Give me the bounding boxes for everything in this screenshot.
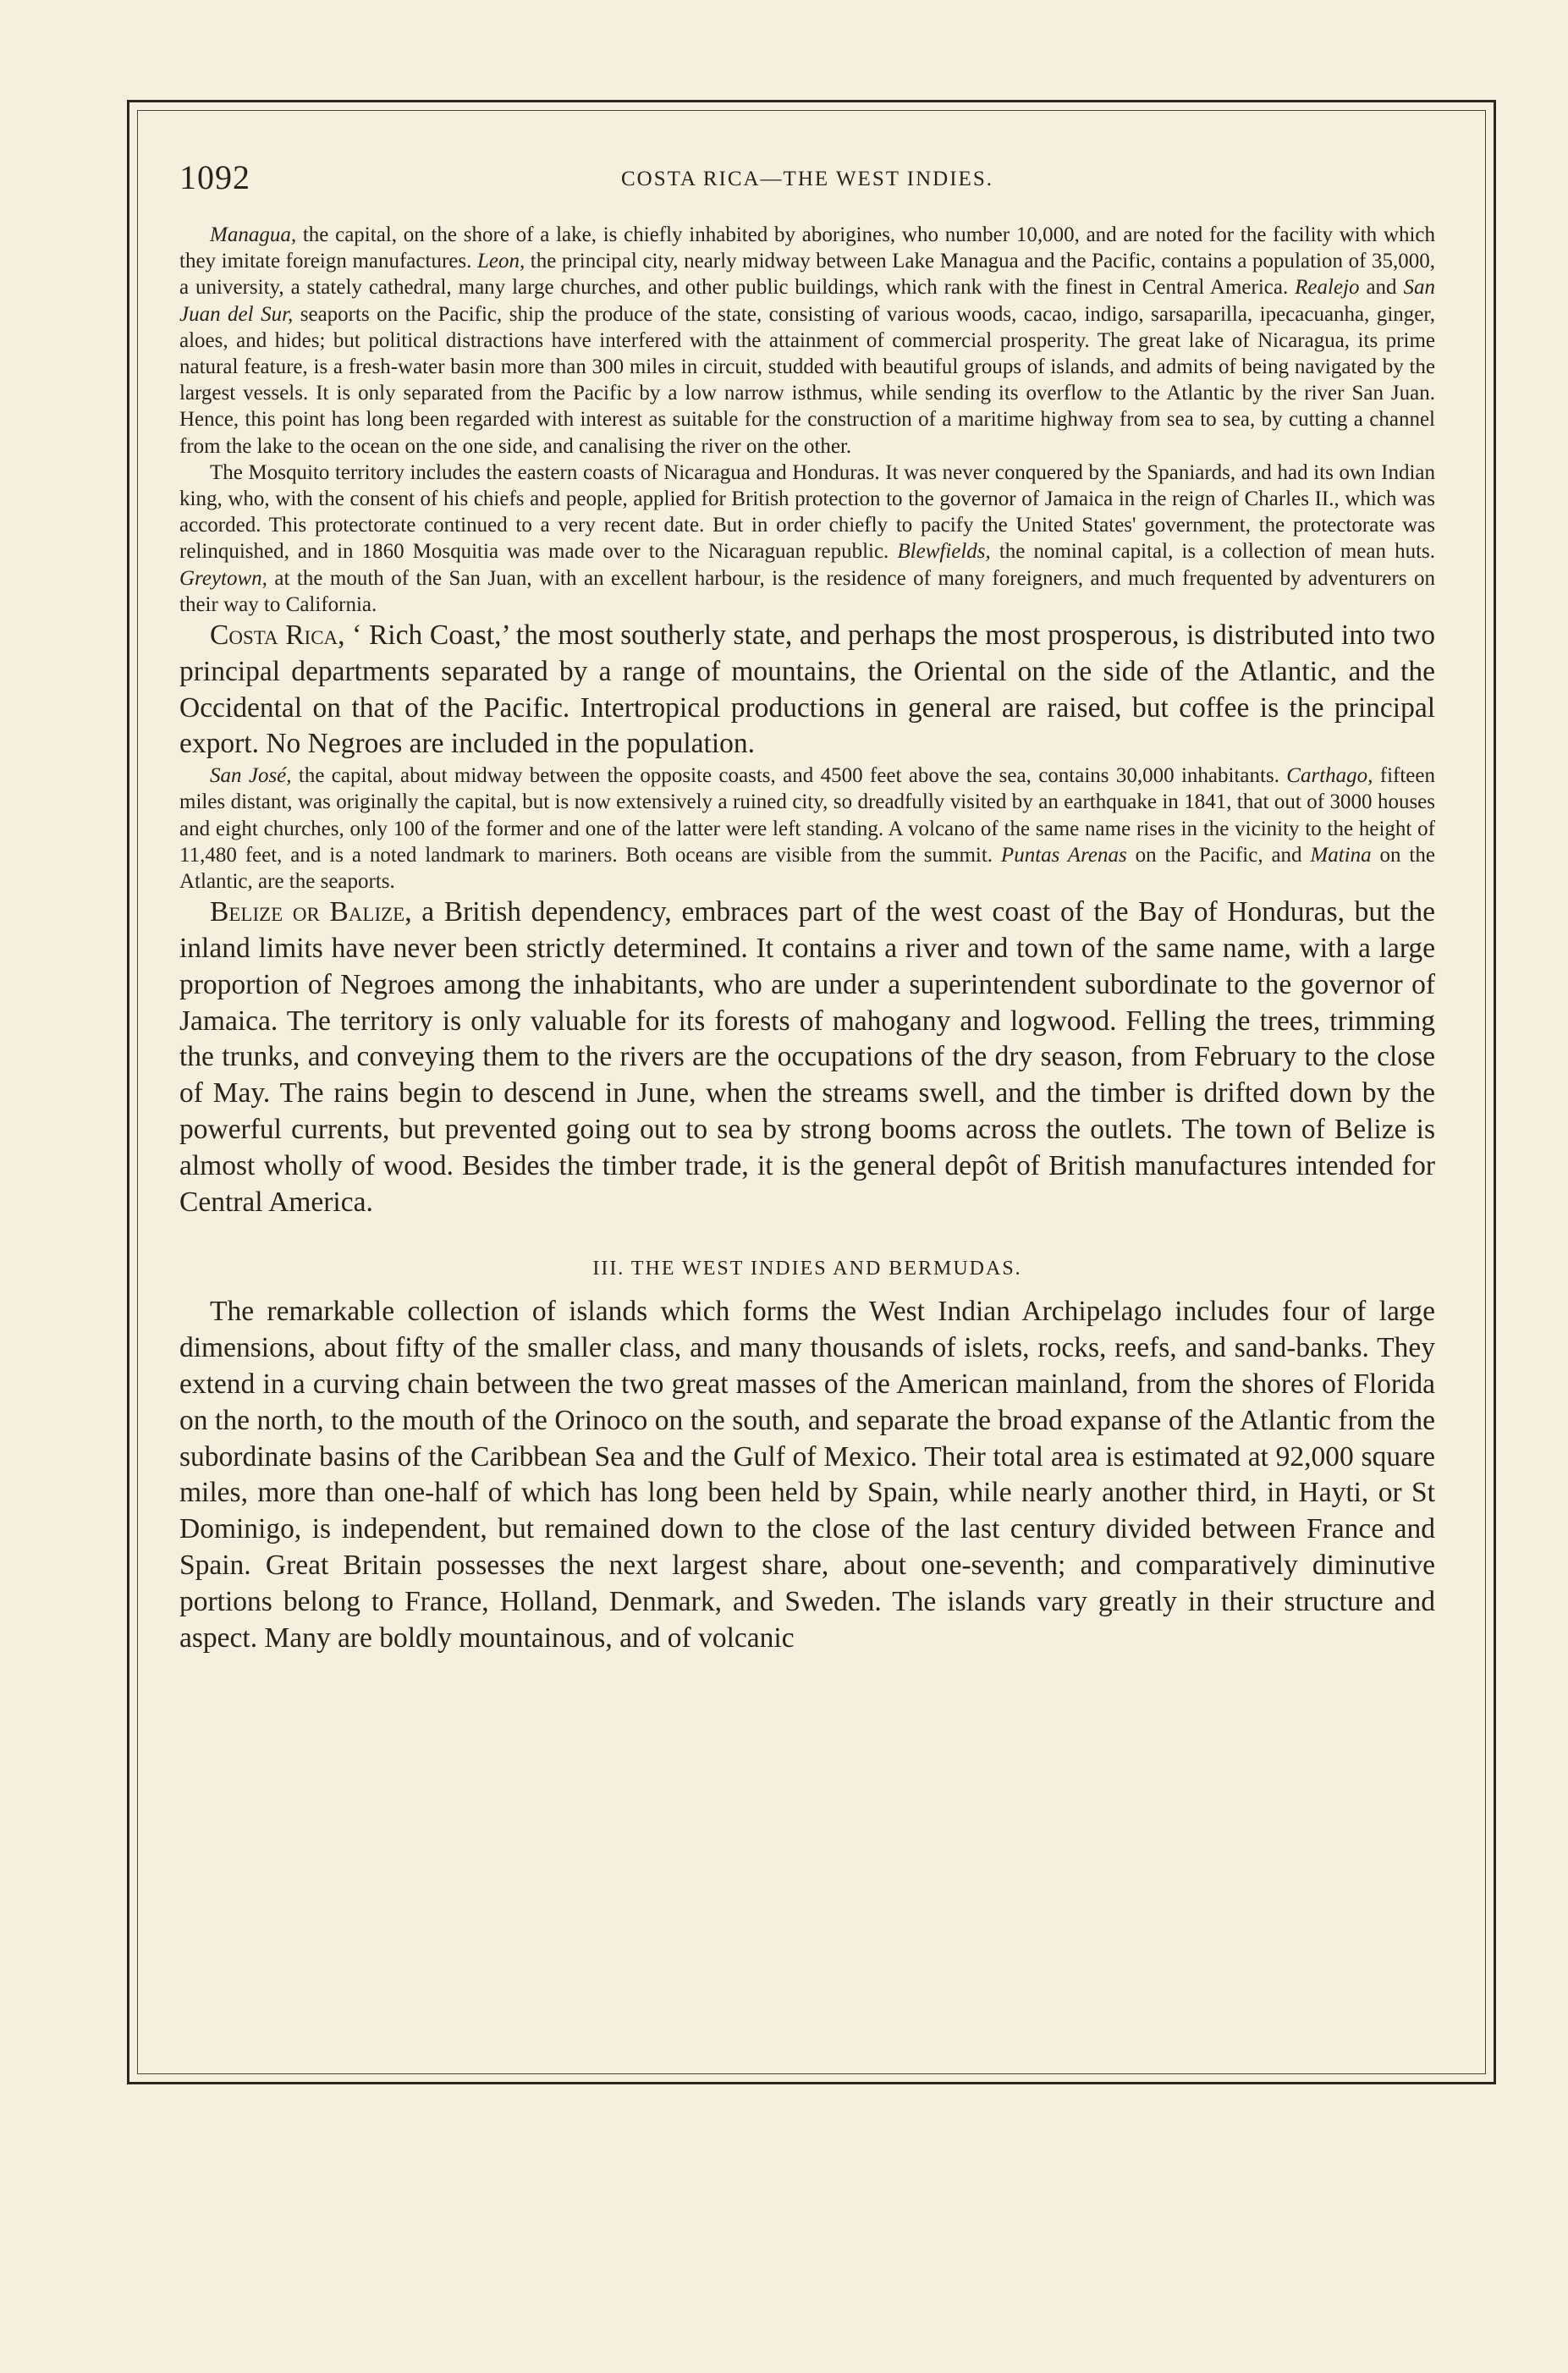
page-content — [179, 157, 1435, 1656]
place-greytown: Greytown, — [179, 566, 267, 590]
heading-costa-rica: Costa Rica, — [210, 619, 345, 652]
place-san-juan-del-sur: San Juan del Sur, — [179, 276, 1435, 326]
place-san-jose: San José, — [210, 764, 292, 788]
section-heading: III. THE WEST INDIES AND BERMUDAS. — [592, 1258, 1022, 1280]
place-managua: Managua, — [210, 223, 297, 246]
page-number: 1092 — [179, 158, 250, 196]
heading-belize: Belize or Balize, — [210, 896, 412, 928]
paragraph-mosquito-territory: The Mosquito territory includes the eastern coasts of Nicaragua and Honduras. It was never conquered by the Spaniards, and had its own Indian king, who, with the consent of his chiefs and people, applied for British protection to the governor of Jamaica in the reign of Charles II., which was accorded. This protectorate continued to a very recent date. But in order chiefly to pacify the United States' government, the protectorate was relinquished, and in 1860 Mosquitia was made over to the Nicaraguan republic. Blewfields, the nominal capital, is a collection of mean huts. Greytown, at the mouth of the San Juan, with an excellent harbour, is the residence of many foreigners, and much frequented by adventurers on their way to California. — [179, 460, 1435, 616]
paragraph-nicaragua-cities: Managua, the capital, on the shore of a lake, is chiefly inhabited by aborigines, who number 10,000, and are noted for the facility with which they imitate foreign manufactures. Leon, the principal city, nearly midway between Lake Managua and the Pacific, contains a population of 35,000, a university, a stately cathedral, many large churches, and other public buildings, which rank with the finest in Central America. Realejo and San Juan del Sur, seaports on the Pacific, ship the produce of the state, consisting of various woods, cacao, indigo, sarsaparilla, ipecacuanha, ginger, aloes, and hides; but political distractions have interfered with the attainment of commercial prosperity. The great lake of Nicaragua, its prime natural feature, is a fresh-water basin more than 300 miles in circuit, studded with beautiful groups of islands, and admits of being navigated by the largest vessels. It is only separated from the Pacific by a low narrow isthmus, while sending its overflow to the Atlantic by the river San Juan. Hence, this point has long been regarded with interest as suitable for the construction of a maritime highway from sea to sea, by cutting a channel from the lake to the ocean on the one side, and canalising the river on the other. — [179, 223, 1435, 458]
place-carthago: Carthago, — [1286, 764, 1373, 788]
place-puntas-arenas: Puntas Arenas — [1000, 843, 1127, 867]
place-matina: Matina — [1310, 843, 1372, 867]
place-realejo: Realejo — [1295, 276, 1360, 300]
place-leon: Leon, — [476, 250, 525, 273]
paragraph-costa-rica: Costa Rica, ‘ Rich Coast,’ the most southerly state, and perhaps the most prosperous, is distributed into two principal departments separated by a range of mountains, the Oriental on the side of the Atlantic, and the Occidental on that of the Pacific. Intertropical productions in general are raised, but coffee is the principal export. No Negroes are included in the population. — [179, 619, 1435, 760]
paragraph-belize: Belize or Balize, a British dependency, embraces part of the west coast of the Bay of Honduras, but the inland limits have never been strictly determined. It contains a river and town of the same name, with a large proportion of Negroes among the inhabitants, who are under a superintendent subordinate to the governor of Jamaica. The territory is only valuable for its forests of mahogany and logwood. Felling the trees, trimming the trunks, and conveying them to the rivers are the occupations of the dry season, from February to the close of May. The rains begin to descend in June, when the streams swell, and the timber is drifted down by the powerful currents, but prevented going out to sea by strong booms across the outlets. The town of Belize is almost wholly of wood. Besides the timber trade, it is the general depôt of British manufactures intended for Central America. — [179, 896, 1435, 1218]
running-title: COSTA RICA—THE WEST INDIES. — [621, 168, 993, 190]
paragraph-costa-rica-cities: San José, the capital, about midway between the opposite coasts, and 4500 feet above the sea, contains 30,000 inhabitants. Carthago, fifteen miles distant, was originally the capital, but is now extensively a ruined city, so dreadfully visited by an earthquake in 1841, that out of 3000 houses and eight churches, only 100 of the former and one of the latter were left standing. A volcano of the same name rises in the vicinity to the height of 11,480 feet, and is a noted landmark to mariners. Both oceans are visible from the summit. Puntas Arenas on the Pacific, and Matina on the Atlantic, are the seaports. — [179, 764, 1435, 894]
place-blewfields: Blewfields, — [897, 540, 991, 564]
paragraph-west-indies: The remarkable collection of islands which forms the West Indian Archipelago includes four of large dimensions, about fifty of the smaller class, and many thousands of islets, rocks, reefs, and sand-banks. They extend in a curving chain between the two great masses of the American mainland, from the shores of Florida on the north, to the mouth of the Orinoco on the south, and separate the broad expanse of the Atlantic from the subordinate basins of the Caribbean Sea and the Gulf of Mexico. Their total area is estimated at 92,000 square miles, more than one-half of which has long been held by Spain, while nearly another third, in Hayti, or St Dominigo, is independent, but remained down to the close of the last century divided between France and Spain. Great Britain possesses the next largest share, about one-seventh; and comparatively diminutive portions belong to France, Holland, Denmark, and Sweden. The islands vary greatly in their structure and aspect. Many are boldly mountainous, and of volcanic — [179, 1296, 1435, 1654]
page-header — [179, 157, 1435, 208]
